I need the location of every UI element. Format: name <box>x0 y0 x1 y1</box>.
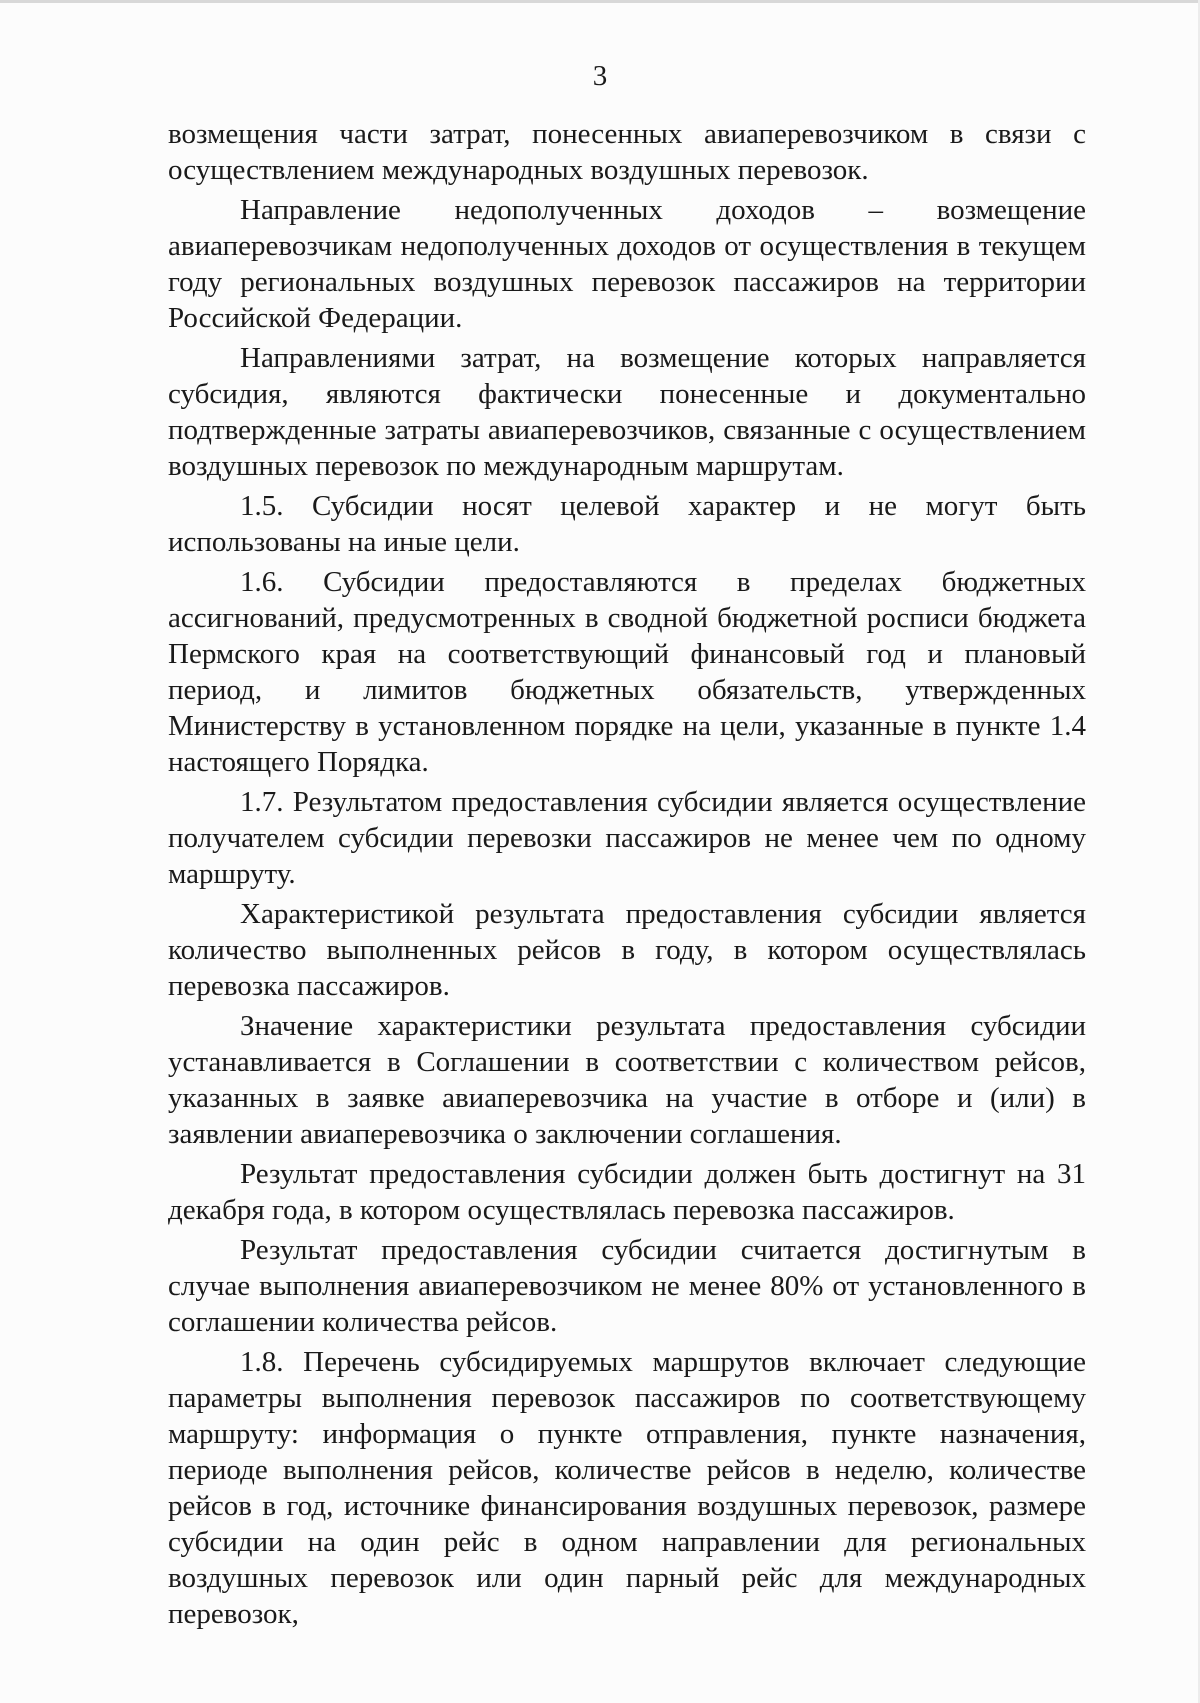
document-body <box>168 116 1086 1636</box>
paragraph-1-6: 1.6. Субсидии предоставляются в пределах бюджетных ассигнований, предусмотренных в сводной бюджетной росписи бюджета Пермского края на соответствующий финансовый год и плановый период, и лимитов бюджетных обязательств, утвержденных Министерству в установленном порядке на цели, указанные в пункте 1.4 настоящего Порядка. <box>168 566 1086 778</box>
paragraph-1-5: 1.5. Субсидии носят целевой характер и не могут быть использованы на иные цели. <box>168 490 1086 558</box>
paragraph-cost-directions: Направлениями затрат, на возмещение которых направляется субсидия, являются фактически понесенные и документально подтвержденные затраты авиаперевозчиков, связанные с осуществлением воздушных перевозок по международным маршрутам. <box>168 342 1086 482</box>
paragraph-result-achieved: Результат предоставления субсидии считается достигнутым в случае выполнения авиаперевозчиком не менее 80% от установленного в соглашении количества рейсов. <box>168 1234 1086 1338</box>
paragraph-1-8: 1.8. Перечень субсидируемых маршрутов включает следующие параметры выполнения перевозок пассажиров по соответствующему маршруту: информация о пункте отправления, пункте назначения, периоде выполнения рейсов, количестве рейсов в неделю, количестве рейсов в год, источнике финансирования воздушных перевозок, размере субсидии на один рейс в одном направлении для региональных воздушных перевозок или один парный рейс для международных перевозок, <box>168 1346 1086 1630</box>
scan-top-edge <box>0 0 1200 3</box>
paragraph-result-characteristic: Характеристикой результата предоставления субсидии является количество выполненных рейсов в году, в котором осуществлялась перевозка пассажиров. <box>168 898 1086 1002</box>
paragraph-continuation: возмещения части затрат, понесенных авиаперевозчиком в связи с осуществлением международных воздушных перевозок. <box>168 118 1086 186</box>
paragraph-result-deadline: Результат предоставления субсидии должен быть достигнут на 31 декабря года, в котором осуществлялась перевозка пассажиров. <box>168 1158 1086 1226</box>
paragraph-1-7: 1.7. Результатом предоставления субсидии является осуществление получателем субсидии перевозки пассажиров не менее чем по одному маршруту. <box>168 786 1086 890</box>
paragraph-characteristic-value: Значение характеристики результата предоставления субсидии устанавливается в Соглашении в соответствии с количеством рейсов, указанных в заявке авиаперевозчика на участие в отборе и (или) в заявлении авиаперевозчика о заключении соглашения. <box>168 1010 1086 1150</box>
paragraph-lost-income-direction: Направление недополученных доходов – возмещение авиаперевозчикам недополученных доходов от осуществления в текущем году региональных воздушных перевозок пассажиров на территории Российской Федерации. <box>168 194 1086 334</box>
page-number: 3 <box>592 60 608 92</box>
